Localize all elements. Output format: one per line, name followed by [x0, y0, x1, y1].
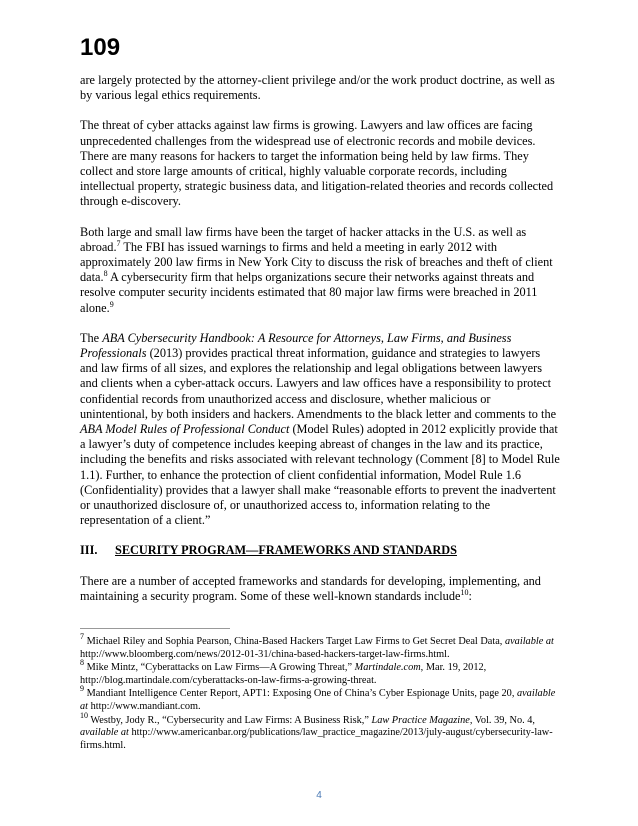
text-run: Mandiant Intelligence Center Report, APT1: Exposing One of China’s Cyber Espionage Units, page 20, [84, 688, 517, 700]
section-number: III. [80, 543, 98, 558]
footnote-link[interactable]: http://www.mandiant.com. [88, 700, 201, 712]
page-number-heading: 109 [80, 34, 121, 61]
text-run: Michael Riley and Sophia Pearson, China-Based Hackers Target Law Firms to Get Secret Deal Data, [84, 636, 505, 647]
text-run: (2013) provides practical threat information, guidance and strategies to lawyers and law firms of all sizes, and explores the relationship and legal obligations between lawyers and clients when a cyber-attack occurs. Lawyers and law offices have a responsibility to protect confidential records from unauthorized access and disclosure, whether malicious or unintentional, by both insiders and hackers. Amendments to the black letter and comments to the [80, 346, 557, 421]
book-title: ABA Cybersecurity Handbook: A Resource for Attorneys, Law Firms, and Business Professionals [80, 330, 512, 361]
available-at: available at [80, 727, 129, 739]
text-run: Vol. 39, No. 4, [472, 714, 535, 726]
footnote-number: 7 [80, 632, 84, 641]
footnote-link[interactable]: Mar. 19, 2012, http://blog.martindale.com/cyberattacks-on-law-firms-a-growing-threat. [80, 662, 487, 686]
footnote-10 [80, 710, 564, 753]
footnote-link[interactable]: http://www.americanbar.org/publications/law_practice_magazine/2013/july-august/cybersecurity-law-firms.html. [80, 727, 553, 751]
footnote-7 [80, 632, 564, 661]
text-run: Mike Mintz, “Cyberattacks on Law Firms—A Growing Threat,” [84, 662, 355, 674]
section-title: SECURITY PROGRAM—FRAMEWORKS AND STANDARDS [115, 543, 457, 558]
text-run: : [468, 588, 472, 603]
paragraph-3 [80, 225, 560, 316]
paragraph-1: are largely protected by the attorney-client privilege and/or the work product doctrine, as well as by various legal ethics requirements. [80, 73, 555, 103]
available-at: available at [504, 636, 554, 647]
footnote-ref-10[interactable]: 10 [460, 587, 469, 597]
text-run: There are a number of accepted frameworks and standards for developing, implementing, and maintaining a security program. Some of these well-known standards include [80, 573, 541, 603]
paragraph-4 [80, 331, 560, 529]
footnote-ref-9[interactable]: 9 [109, 299, 114, 309]
footnote-number: 9 [80, 684, 84, 694]
text-run: A cybersecurity firm that helps organizations secure their networks against threats and resolve computer security incidents estimated that 80 major law firms were breached in 2011 alone. [80, 270, 538, 315]
text-run: Both large and small law firms have been the target of hacker attacks in the U.S. as well as abroad. [80, 224, 527, 254]
text-run: Westby, Jody R., “Cybersecurity and Law Firms: A Business Risk,” [88, 714, 372, 726]
footnote-number: 8 [80, 658, 84, 668]
available-at: available at [80, 688, 556, 712]
text-run: The FBI has issued warnings to firms and held a meeting in early 2012 with approximately 200 law firms in New York City to discuss the risk of breaches and theft of client data. [80, 239, 553, 285]
footnote-ref-8[interactable]: 8 [103, 269, 108, 279]
source-title: Martindale.com, [354, 662, 424, 674]
document-body [80, 73, 560, 619]
page-footer-number: 4 [316, 790, 322, 801]
paragraph-2: The threat of cyber attacks against law firms is growing. Lawyers and law offices are facing unprecedented challenges from the widespread use of electronic records and mobile devices. There are many reasons for hackers to target the information being held by law firms. They collect and store large amounts of critical, highly valuable corporate records, including intellectual property, strategic business data, and litigation-related theories and records collected through e-discovery. [80, 118, 554, 209]
paragraph-5 [80, 574, 560, 604]
text-run: The [80, 330, 103, 345]
text-run: (Model Rules) adopted in 2012 explicitly provide that a lawyer’s duty of competence includes keeping abreast of changes in the law and its practice, including the benefits and risks associated with relevant technology (Comment [8] to Model Rule 1.1). Further, to enhance the protection of client confidential information, Model Rule 1.6 (Confidentiality) provides that a lawyer shall make “reasonable efforts to prevent the inadvertent or unauthorized disclosure of, or unauthorized access to, information relating to the representation of a client.” [80, 422, 560, 528]
footnote-9 [80, 684, 564, 713]
footnote-link[interactable]: http://www.bloomberg.com/news/2012-01-31/china-based-hackers-target-law-firms.html. [80, 648, 450, 660]
section-heading [80, 543, 560, 558]
source-title: Law Practice Magazine, [371, 714, 473, 726]
footnote-number: 10 [80, 710, 88, 720]
footnote-ref-7[interactable]: 7 [116, 238, 121, 248]
model-rules-title: ABA Model Rules of Professional Conduct [80, 422, 290, 437]
footnote-8 [80, 658, 564, 687]
footnotes [80, 632, 564, 753]
footnote-separator [80, 628, 230, 629]
